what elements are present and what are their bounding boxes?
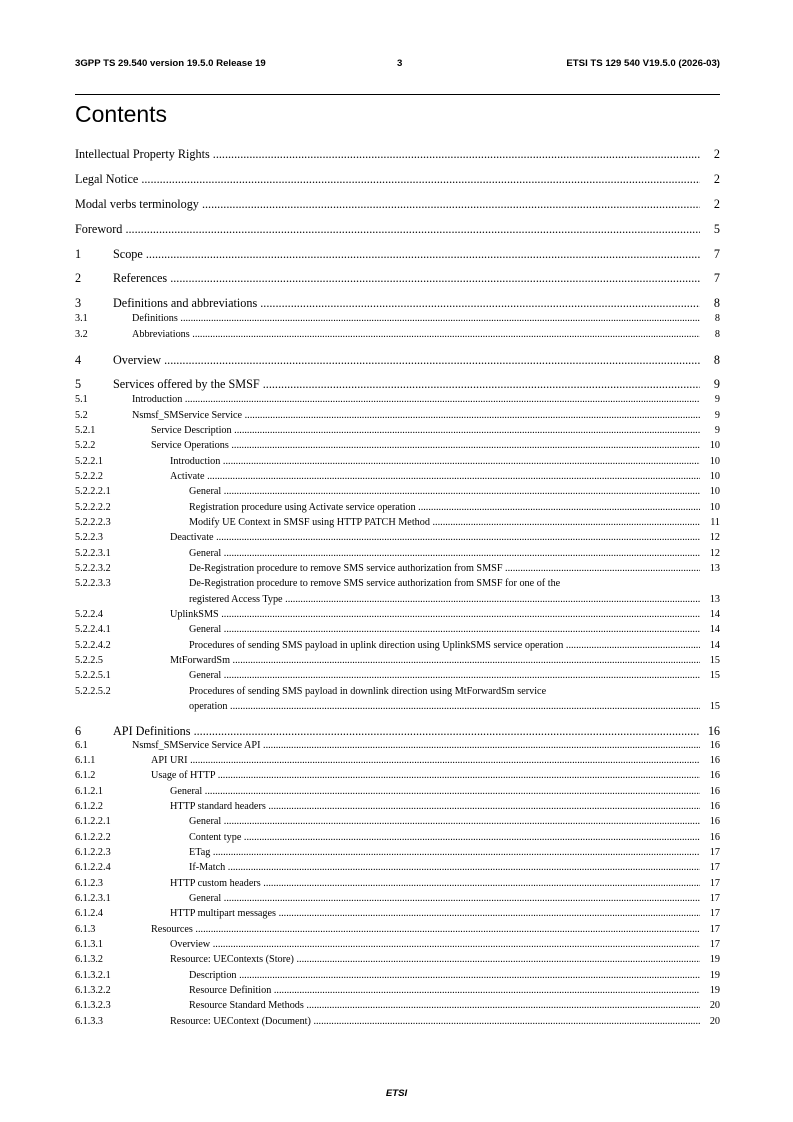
toc-entry-number: 6.1.2.2.4 xyxy=(75,862,111,873)
page-title: Contents xyxy=(75,101,168,127)
toc-entry-page: 12 xyxy=(709,532,720,543)
toc-entry-number: 4 xyxy=(75,353,82,367)
toc-entry-page: 16 xyxy=(709,816,720,827)
toc-entry[interactable] xyxy=(75,517,720,529)
toc-entry-title: Definitions and abbreviations ..... xyxy=(113,296,700,310)
toc-entry[interactable] xyxy=(75,394,720,406)
toc-entry-title: Services offered by the SMSF ..... xyxy=(113,377,700,391)
toc-entry-number: 5.2.2.3.1 xyxy=(75,548,111,559)
toc-entry[interactable] xyxy=(75,353,720,367)
toc-entry-number: 6.1.2.2 xyxy=(75,801,104,812)
toc-entry-title: Procedures of sending SMS payload in uplink direction using UplinkSMS service operation ..... xyxy=(189,640,700,652)
toc-entry[interactable] xyxy=(75,456,720,468)
toc-entry-number: 3 xyxy=(75,296,82,310)
toc-entry-number: 1 xyxy=(75,247,82,261)
toc-entry-number: 6.1.2 xyxy=(75,770,96,781)
toc-entry-title: Intellectual Property Rights ..... xyxy=(75,147,700,161)
toc-entry-page: 8 xyxy=(713,296,720,310)
toc-entry-number: 6.1.3.2.1 xyxy=(75,970,111,981)
toc-entry-number: 6.1.3 xyxy=(75,924,96,935)
toc-entry-title: Modal verbs terminology ..... xyxy=(75,197,700,211)
toc-entry-number: 5.2.2.4.2 xyxy=(75,640,111,651)
toc-entry[interactable] xyxy=(75,970,720,982)
toc-entry-title: Abbreviations ..... xyxy=(132,329,700,341)
toc-entry-page: 19 xyxy=(709,954,720,965)
toc-entry-title: operation ..... xyxy=(189,701,700,713)
toc-entry-number: 5.2.2.3 xyxy=(75,532,104,543)
toc-entry-page: 19 xyxy=(709,985,720,996)
toc-entry[interactable] xyxy=(75,329,720,341)
toc-entry-page: 14 xyxy=(709,609,720,620)
toc-entry-page: 10 xyxy=(709,456,720,467)
toc-entry-title: Scope ..... xyxy=(113,247,700,261)
toc-entry-page: 17 xyxy=(709,939,720,950)
toc-entry[interactable] xyxy=(75,985,720,997)
toc-entry-number: 5 xyxy=(75,377,82,391)
toc-entry-title: De-Registration procedure to remove SMS service authorization from SMSF for one of the xyxy=(189,578,561,589)
toc-entry-number: 3.2 xyxy=(75,329,88,340)
toc-entry-title: General ..... xyxy=(189,670,700,682)
toc-entry[interactable] xyxy=(75,471,720,483)
toc-entry-title: Resource: UEContext (Document) ..... xyxy=(170,1016,700,1028)
toc-entry-page: 16 xyxy=(709,770,720,781)
toc-entry-title: Resource Standard Methods ..... xyxy=(189,1000,700,1012)
toc-entry-page: 2 xyxy=(713,197,720,211)
toc-entry-title: Procedures of sending SMS payload in downlink direction using MtForwardSm service xyxy=(189,686,547,697)
page-footer: ETSI xyxy=(385,1088,408,1099)
toc-entry[interactable] xyxy=(75,686,720,698)
toc-entry-number: 5.2.2.3.3 xyxy=(75,578,111,589)
toc-entry[interactable] xyxy=(75,624,720,636)
toc-entry-number: 6.1.1 xyxy=(75,755,96,766)
toc-entry-page: 17 xyxy=(709,924,720,935)
toc-entry-title: Description ..... xyxy=(189,970,700,982)
toc-entry[interactable] xyxy=(75,440,720,452)
toc-entry-page: 16 xyxy=(707,724,720,738)
toc-entry[interactable] xyxy=(75,532,720,544)
toc-entry-page: 20 xyxy=(709,1000,720,1011)
toc-entry[interactable] xyxy=(75,670,720,682)
toc-entry-page: 19 xyxy=(709,970,720,981)
toc-entry-page: 15 xyxy=(709,655,720,666)
toc-entry-page: 20 xyxy=(709,1016,720,1027)
toc-entry-title: API URI ..... xyxy=(151,755,700,767)
toc-entry-page: 9 xyxy=(714,425,720,436)
toc-entry-page: 17 xyxy=(709,862,720,873)
toc-entry-page: 15 xyxy=(709,701,720,712)
toc-entry-number: 6.1.3.2.3 xyxy=(75,1000,111,1011)
toc-entry-title: Resource Definition ..... xyxy=(189,985,700,997)
toc-entry-number: 6.1.2.4 xyxy=(75,908,104,919)
toc-entry-page: 14 xyxy=(709,640,720,651)
toc-entry-title: ETag ..... xyxy=(189,847,700,859)
toc-entry[interactable] xyxy=(75,908,720,920)
toc-entry-title: Usage of HTTP ..... xyxy=(151,770,700,782)
toc-entry-page: 10 xyxy=(709,502,720,513)
toc-entry-page: 17 xyxy=(709,908,720,919)
toc-entry-number: 6.1.3.3 xyxy=(75,1016,104,1027)
toc-entry-title: General ..... xyxy=(189,548,700,560)
toc-entry-number: 6.1 xyxy=(75,740,88,751)
toc-entry-number: 6.1.3.2.2 xyxy=(75,985,111,996)
toc-entry[interactable] xyxy=(75,486,720,498)
toc-entry-page: 7 xyxy=(713,247,720,261)
toc-entry-title: Introduction ..... xyxy=(170,456,700,468)
toc-entry-title: General ..... xyxy=(189,486,700,498)
toc-entry[interactable] xyxy=(75,801,720,813)
toc-entry[interactable] xyxy=(75,147,720,161)
toc-entry-title: Nsmsf_SMService Service API ..... xyxy=(132,740,700,752)
toc-entry-title: General ..... xyxy=(189,893,700,905)
toc-entry-number: 5.2.2.5.2 xyxy=(75,686,111,697)
header-page-number: 3 xyxy=(397,58,403,69)
toc-entry-title: Resource: UEContexts (Store) ..... xyxy=(170,954,700,966)
toc-entry[interactable] xyxy=(75,609,720,621)
toc-entry-number: 6.1.2.2.2 xyxy=(75,832,111,843)
toc-entry-page: 14 xyxy=(709,624,720,635)
toc-entry-number: 5.2.2.4 xyxy=(75,609,104,620)
toc-entry[interactable] xyxy=(75,847,720,859)
header-etsi-version: ETSI TS 129 540 V19.5.0 (2026-03) xyxy=(566,58,720,69)
toc-entry-page: 16 xyxy=(709,786,720,797)
toc-entry[interactable] xyxy=(75,770,720,782)
toc-entry[interactable] xyxy=(75,502,720,514)
toc-entry[interactable] xyxy=(75,172,720,186)
toc-entry-title: Legal Notice ..... xyxy=(75,172,700,186)
toc-entry[interactable] xyxy=(75,924,720,936)
toc-entry-title: Definitions ..... xyxy=(132,313,700,325)
toc-entry-title: API Definitions ..... xyxy=(113,724,700,738)
toc-entry-title: Nsmsf_SMService Service ..... xyxy=(132,410,700,422)
toc-entry-title: Content type ..... xyxy=(189,832,700,844)
toc-entry[interactable] xyxy=(75,939,720,951)
toc-entry-number: 5.1 xyxy=(75,394,88,405)
toc-entry-title: Activate ..... xyxy=(170,471,700,483)
toc-entry-page: 17 xyxy=(709,847,720,858)
toc-entry-title: References ..... xyxy=(113,271,700,285)
toc-entry-page: 10 xyxy=(709,471,720,482)
toc-entry-title: Resources ..... xyxy=(151,924,700,936)
toc-entry[interactable] xyxy=(75,313,720,325)
toc-entry[interactable] xyxy=(75,724,720,738)
toc-entry[interactable] xyxy=(75,271,720,285)
toc-entry-page: 16 xyxy=(709,740,720,751)
toc-entry-page: 16 xyxy=(709,755,720,766)
toc-entry-number: 5.2.2.3.2 xyxy=(75,563,111,574)
toc-entry-number: 6 xyxy=(75,724,82,738)
toc-entry-number: 6.1.2.1 xyxy=(75,786,104,797)
toc-entry[interactable] xyxy=(75,755,720,767)
toc-entry-page: 10 xyxy=(709,440,720,451)
toc-entry-page: 17 xyxy=(709,878,720,889)
toc-entry[interactable] xyxy=(75,578,720,590)
toc-entry-number: 5.2.1 xyxy=(75,425,96,436)
toc-entry-page: 16 xyxy=(709,832,720,843)
toc-entry[interactable] xyxy=(75,878,720,890)
toc-entry-title: HTTP multipart messages ..... xyxy=(170,908,700,920)
toc-entry-title: Registration procedure using Activate service operation ..... xyxy=(189,502,700,514)
toc-entry[interactable] xyxy=(75,655,720,667)
toc-entry-title: Foreword ..... xyxy=(75,222,700,236)
toc-entry-page: 13 xyxy=(709,594,720,605)
toc-entry-title: Service Description ..... xyxy=(151,425,700,437)
toc-entry[interactable] xyxy=(75,197,720,211)
toc-entry-title: Service Operations ..... xyxy=(151,440,700,452)
toc-entry-number: 6.1.2.3.1 xyxy=(75,893,111,904)
toc-entry-page: 9 xyxy=(714,394,720,405)
toc-entry[interactable] xyxy=(75,862,720,874)
toc-entry-title: UplinkSMS ..... xyxy=(170,609,700,621)
toc-entry[interactable] xyxy=(75,247,720,261)
toc-entry-page: 8 xyxy=(714,313,720,324)
toc-entry-number: 6.1.2.2.1 xyxy=(75,816,111,827)
toc-entry-page: 17 xyxy=(709,893,720,904)
toc-entry-title: registered Access Type ..... xyxy=(189,594,700,606)
toc-entry-number: 6.1.2.3 xyxy=(75,878,104,889)
toc-entry[interactable] xyxy=(75,563,720,575)
toc-entry-number: 2 xyxy=(75,271,82,285)
toc-entry-number: 5.2.2.5.1 xyxy=(75,670,111,681)
toc-entry[interactable] xyxy=(75,1000,720,1012)
toc-entry[interactable] xyxy=(75,1016,720,1028)
toc-entry-page: 5 xyxy=(713,222,720,236)
toc-entry[interactable] xyxy=(75,816,720,828)
toc-entry-number: 6.1.3.2 xyxy=(75,954,104,965)
toc-entry-number: 5.2 xyxy=(75,410,88,421)
toc-entry[interactable] xyxy=(75,954,720,966)
toc-entry-number: 5.2.2.2.1 xyxy=(75,486,111,497)
header-spec-version: 3GPP TS 29.540 version 19.5.0 Release 19 xyxy=(75,58,266,69)
toc-entry-title: General ..... xyxy=(170,786,700,798)
toc-entry-title: MtForwardSm ..... xyxy=(170,655,700,667)
toc-entry[interactable] xyxy=(75,786,720,798)
toc-entry-title: Deactivate ..... xyxy=(170,532,700,544)
toc-entry-number: 5.2.2.2.3 xyxy=(75,517,111,528)
toc-entry-page: 15 xyxy=(709,670,720,681)
toc-entry-number: 5.2.2.1 xyxy=(75,456,104,467)
toc-entry-page: 16 xyxy=(709,801,720,812)
toc-entry-title: HTTP custom headers ..... xyxy=(170,878,700,890)
toc-entry-page: 2 xyxy=(713,172,720,186)
toc-entry-number: 5.2.2.2 xyxy=(75,471,104,482)
toc-entry-title: General ..... xyxy=(189,624,700,636)
toc-entry-page: 7 xyxy=(713,271,720,285)
toc-entry[interactable] xyxy=(75,740,720,752)
toc-entry-page: 8 xyxy=(714,329,720,340)
toc-entry[interactable] xyxy=(75,548,720,560)
toc-entry-number: 6.1.3.1 xyxy=(75,939,104,950)
toc-entry-number: 5.2.2.4.1 xyxy=(75,624,111,635)
toc-entry-page: 9 xyxy=(714,410,720,421)
toc-entry-page: 8 xyxy=(713,353,720,367)
toc-entry-number: 5.2.2.5 xyxy=(75,655,104,666)
toc-entry[interactable] xyxy=(75,640,720,652)
toc-entry-number: 3.1 xyxy=(75,313,88,324)
toc-entry-title: If-Match ..... xyxy=(189,862,700,874)
toc-entry-title: Introduction ..... xyxy=(132,394,700,406)
toc-entry-number: 6.1.2.2.3 xyxy=(75,847,111,858)
toc-entry-title: HTTP standard headers ..... xyxy=(170,801,700,813)
toc-entry[interactable] xyxy=(75,832,720,844)
toc-entry-page: 12 xyxy=(709,548,720,559)
toc-entry-page: 2 xyxy=(713,147,720,161)
toc-entry[interactable] xyxy=(75,410,720,422)
toc-entry-title: General ..... xyxy=(189,816,700,828)
toc-entry-page: 9 xyxy=(713,377,720,391)
toc-entry[interactable] xyxy=(75,893,720,905)
toc-entry[interactable] xyxy=(75,425,720,437)
toc-entry-number: 5.2.2 xyxy=(75,440,96,451)
toc-entry-page: 13 xyxy=(709,563,720,574)
toc-entry[interactable] xyxy=(75,701,720,713)
toc-entry-title: De-Registration procedure to remove SMS service authorization from SMSF ..... xyxy=(189,563,700,575)
toc-entry-number: 5.2.2.2.2 xyxy=(75,502,111,513)
toc-entry-title: Overview ..... xyxy=(170,939,700,951)
toc-entry[interactable] xyxy=(75,594,720,606)
toc-entry-page: 10 xyxy=(709,486,720,497)
toc-entry[interactable] xyxy=(75,377,720,391)
toc-entry-title: Overview ..... xyxy=(113,353,700,367)
toc-entry-title: Modify UE Context in SMSF using HTTP PATCH Method ..... xyxy=(189,517,700,529)
toc-entry-page: 11 xyxy=(710,517,720,528)
toc-entry[interactable] xyxy=(75,296,720,310)
toc-entry[interactable] xyxy=(75,222,720,236)
